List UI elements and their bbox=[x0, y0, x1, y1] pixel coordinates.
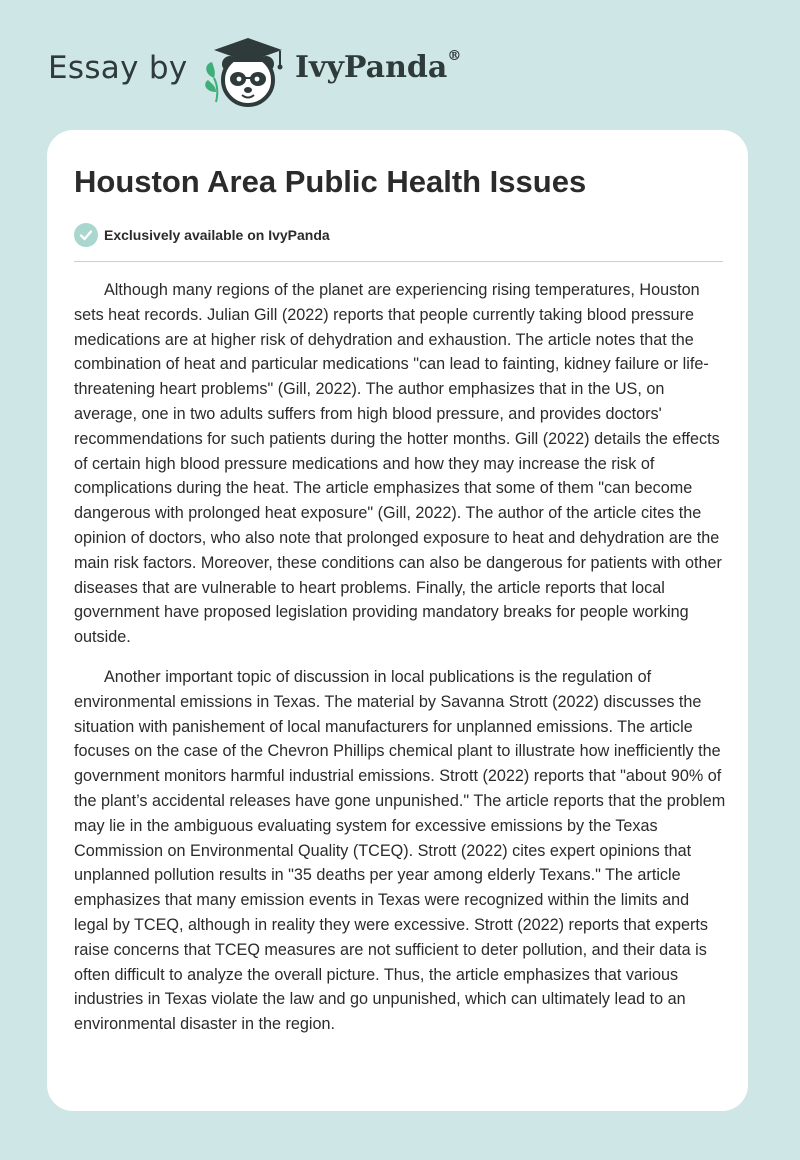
brand-name[interactable]: IvyPanda® bbox=[295, 48, 462, 85]
essay-body bbox=[74, 278, 726, 1052]
exclusive-badge bbox=[74, 223, 330, 247]
essay-card bbox=[47, 130, 748, 1111]
divider bbox=[74, 261, 723, 262]
check-circle-icon bbox=[74, 223, 98, 247]
paragraph: Although many regions of the planet are experiencing rising temperatures, Houston sets heat records. Julian Gill (2022) reports that people currently taking blood pressure medications are at higher risk of dehydration and exhaustion. The article notes that the combination of heat and particular medications "can lead to fainting, kidney failure or life-threatening heart problems" (Gill, 2022). The author emphasizes that in the US, on average, one in two adults suffers from high blood pressure, and provides doctors' recommendations for such patients during the hotter months. Gill (2022) details the effects of certain high blood pressure medications and how they may increase the risk of complications during the heat. The article emphasizes that some of them "can become dangerous with prolonged heat exposure" (Gill, 2022). The author of the article cites the opinion of doctors, who also note that prolonged exposure to heat and dehydration are the main risk factors. Moreover, these conditions can also be dangerous for patients with other diseases that are vulnerable to heart problems. Finally, the article reports that local government have proposed legislation providing mandatory breaks for people working outside. bbox=[74, 281, 722, 647]
page-title: Houston Area Public Health Issues bbox=[74, 164, 587, 199]
essay-by-label: Essay by bbox=[48, 50, 188, 86]
ivypanda-logo-icon[interactable] bbox=[200, 34, 292, 110]
exclusive-badge-label: Exclusively available on IvyPanda bbox=[104, 227, 330, 243]
paragraph: Another important topic of discussion in local publications is the regulation of environmental emissions in Texas. The material by Savanna Strott (2022) discusses the situation with panishement of local manufacturers for unplanned emissions. The article focuses on the case of the Chevron Phillips chemical plant to illustrate how inefficiently the government monitors harmful industrial emissions. Strott (2022) reports that "about 90% of the plant’s accidental releases have gone unpunished." The article reports that the problem may lie in the ambiguous evaluating system for excessive emissions by the Texas Commission on Environmental Quality (TCEQ). Strott (2022) cites expert opinions that unplanned pollution results in "35 deaths per year among elderly Texans." The article emphasizes that many emission events in Texas were recognized within the limits and legal by TCEQ, although in reality they were excessive. Strott (2022) reports that experts raise concerns that TCEQ measures are not sufficient to deter pollution, and their data is often difficult to analyze the overall picture. Thus, the article emphasizes that various industries in Texas violate the law and go unpunished, which can ultimately lead to an environmental disaster in the region. bbox=[74, 667, 726, 1034]
site-header bbox=[0, 0, 800, 130]
registered-mark: ® bbox=[447, 48, 462, 64]
